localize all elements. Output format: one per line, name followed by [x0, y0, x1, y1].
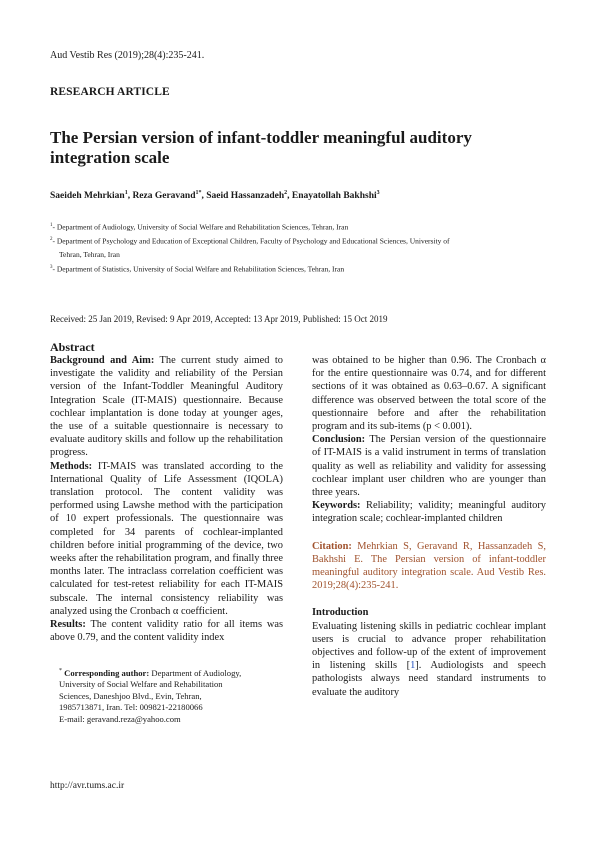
- affiliation-text-continued: Tehran, Tehran, Iran: [59, 249, 120, 259]
- affiliation-number: 1: [50, 223, 53, 228]
- conclusion-text: The Persian version of the questionnaire of IT-MAIS is a valid instrument in terms of translation quality as well as reliability and validity for assessing cochlear implant user children who are younger than three years.: [312, 434, 546, 499]
- affiliation-text: - Department of Statistics, University of Social Welfare and Rehabilitation Sciences, Tehran, Iran: [52, 264, 345, 274]
- abstract-results: [50, 618, 283, 644]
- conclusion-label: Conclusion:: [312, 434, 366, 446]
- author-affiliation-mark: 2: [284, 190, 288, 196]
- keywords-text: Reliability; validity; meaningful auditory integration scale; cochlear-implanted children: [312, 500, 546, 525]
- abstract-right-column: [312, 354, 546, 699]
- article-title: The Persian version of infant-toddler meaningful auditory integration scale: [50, 128, 472, 167]
- affiliation-number: 2: [50, 237, 53, 242]
- article-type: RESEARCH ARTICLE: [50, 86, 170, 98]
- affiliation-text: - Department of Psychology and Education of Exceptional Children, Faculty of Psychology and Educational Sciences, University of: [52, 236, 450, 246]
- footnote-line: 1985713871, Iran. Tel: 009821-22180066: [59, 702, 203, 713]
- footnote-star: *: [59, 668, 62, 674]
- footnote-line: Sciences, Daneshjoo Blvd., Evin, Tehran,: [59, 690, 202, 701]
- introduction-heading: Introduction: [312, 607, 369, 619]
- journal-url[interactable]: http://avr.tums.ac.ir: [50, 781, 125, 791]
- affiliation: [50, 261, 545, 276]
- introduction-text: [312, 620, 546, 699]
- keywords-label: Keywords:: [312, 500, 361, 512]
- introduction-text-part: Evaluating listening skills in pediatric cochlear implant users is crucial to advance proper rehabilitation objectives and follow-up of the extent of improvement in listening skills [: [312, 620, 546, 672]
- abstract-keywords: [312, 499, 546, 525]
- footnote-email: E-mail: geravand.reza@yahoo.com: [59, 713, 181, 724]
- methods-label: Methods:: [50, 460, 93, 472]
- abstract-methods: [50, 460, 283, 618]
- reference-link[interactable]: 1: [410, 660, 416, 672]
- citation-label: Citation:: [312, 540, 352, 552]
- abstract-background: [50, 354, 283, 460]
- results-continued: was obtained to be higher than 0.96. The Cronbach α for the entire questionnaire was 0.74, and for different sections of it was obtained as 0.63–0.67. A significant difference was observed between the total score of the questionnaire before and after the rehabilitation program and its sub-items (p < 0.001).: [312, 355, 546, 433]
- background-text: The current study aimed to investigate the validity and reliability of the Persian version of the Infant-Toddler Meaningful Auditory Integration Scale (IT-MAIS) questionnaire. Because cochlear implantation is done today at younger ages, the use of a suitable questionnaire is necessary to evaluate auditory skills and follow up the rehabilitation progress.: [50, 355, 283, 459]
- affiliation-text: - Department of Audiology, University of Social Welfare and Rehabilitation Sciences, Tehran, Iran: [52, 222, 349, 232]
- footnote-line: University of Social Welfare and Rehabilitation: [59, 679, 223, 690]
- publication-dates: Received: 25 Jan 2019, Revised: 9 Apr 2019, Accepted: 13 Apr 2019, Published: 15 Oct 2019: [50, 314, 388, 324]
- abstract-conclusion: [312, 433, 546, 499]
- author-affiliation-mark: 3: [376, 190, 380, 196]
- footnote-label: Corresponding author:: [64, 667, 150, 678]
- author-affiliation-mark: 1: [124, 190, 128, 196]
- author-name: Enayatollah Bakhshi: [291, 191, 377, 202]
- author-name: Reza Geravand: [132, 191, 196, 202]
- author-affiliation-mark: 1*: [195, 190, 202, 196]
- citation-text: Mehrkian S, Geravand R, Hassanzadeh S, Bakhshi E. The Persian version of infant-toddler meaningful auditory integration scale. Aud Vestib Res. 2019;28(4):235-241.: [312, 540, 546, 592]
- journal-reference: Aud Vestib Res (2019);28(4):235-241.: [50, 50, 205, 61]
- abstract-left-column: [50, 354, 283, 644]
- citation: [312, 540, 546, 593]
- introduction-text-part: ]. Audiologists and speech pathologists always need standard instruments to evaluate the auditory: [312, 660, 546, 698]
- results-text: The content validity ratio for all items was above 0.79, and the content validity index: [50, 619, 283, 644]
- background-label: Background and Aim:: [50, 355, 155, 366]
- corresponding-author-footnote: [50, 666, 290, 725]
- footnote-line: Department of Audiology,: [149, 667, 242, 678]
- affiliation: [50, 219, 545, 234]
- methods-text: IT-MAIS was translated according to the International Quality of Life Assessment (IQOLA) translation protocol. The content validity was performed using Lawshe method with the participation of 10 expert professionals. The questionnaire was completed for 34 parents of cochlear-implanted children before initial programming of the device, two weeks after the rehabilitation program, and finally three months later. The intraclass correlation coefficient was calculated for test-retest reliability for each IT-MAIS subscale. The internal consistency reliability was analyzed using the Cronbach α coefficient.: [50, 460, 283, 617]
- results-label: Results:: [50, 619, 86, 631]
- affiliation-number: 3: [50, 265, 53, 270]
- abstract-heading: Abstract: [50, 340, 95, 354]
- author-name: Saeideh Mehrkian: [50, 191, 125, 202]
- author-list: Saeideh Mehrkian$^1$, Reza Geravand$^{1*}$, Saeid Hassanzadeh$^2$, Enayatollah Bakhshi$^3$: [50, 190, 380, 202]
- affiliation: [50, 233, 545, 261]
- author-name: Saeid Hassanzadeh: [206, 191, 285, 202]
